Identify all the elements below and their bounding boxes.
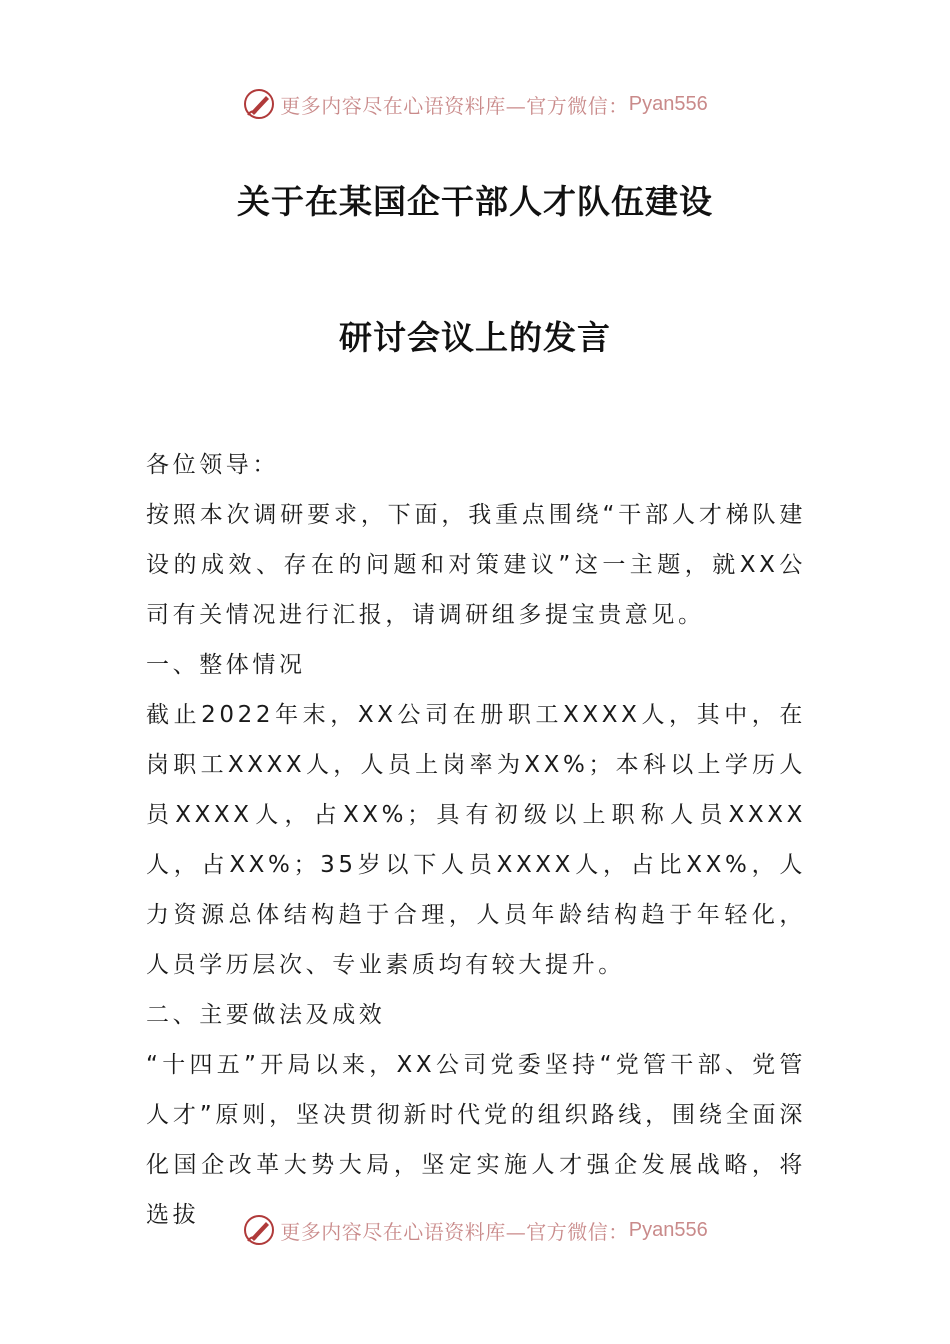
- watermark-wechat-id: Pyan556: [628, 92, 708, 115]
- section-heading-2: 二、主要做法及成效: [146, 1002, 386, 1028]
- footer-watermark: [0, 1210, 950, 1250]
- document-title-line1: 关于在某国企干部人才队伍建设: [237, 182, 713, 221]
- pen-logo-icon: [242, 1213, 276, 1247]
- document-title-line2: 研讨会议上的发言: [339, 318, 611, 357]
- overview-paragraph: 截止2022年末，XX公司在册职工XXXX人，其中，在岗职工XXXX人，人员上岗率为XX%；本科以上学历人员XXXX人，占XX%；具有初级以上职称人员XXXX人，占XX%；35岁以下人员XXXX人，占比XX%，人力资源总体结构趋于合理，人员年龄结构趋于年轻化，人员学历层次、专业素质均有较大提升。: [146, 702, 806, 978]
- measures-paragraph: “十四五”开局以来，XX公司党委坚持“党管干部、党管人才”原则，坚决贯彻新时代党的组织路线，围绕全面深化国企改革大势大局，坚定实施人才强企发展战略，将选拔: [146, 1052, 806, 1228]
- pen-logo-icon: [242, 87, 276, 121]
- watermark-text: 更多内容尽在心语资料库—官方微信：: [280, 93, 629, 118]
- watermark-text: 更多内容尽在心语资料库—官方微信：: [280, 1219, 629, 1244]
- watermark-wechat-id: Pyan556: [628, 1218, 708, 1241]
- document-body: [146, 440, 806, 1240]
- intro-paragraph: 按照本次调研要求，下面，我重点围绕“干部人才梯队建设的成效、存在的问题和对策建议”这一主题，就XX公司有关情况进行汇报，请调研组多提宝贵意见。: [146, 502, 806, 628]
- section-heading-1: 一、整体情况: [146, 652, 306, 678]
- salutation: 各位领导：: [146, 452, 279, 478]
- header-watermark: [0, 84, 950, 124]
